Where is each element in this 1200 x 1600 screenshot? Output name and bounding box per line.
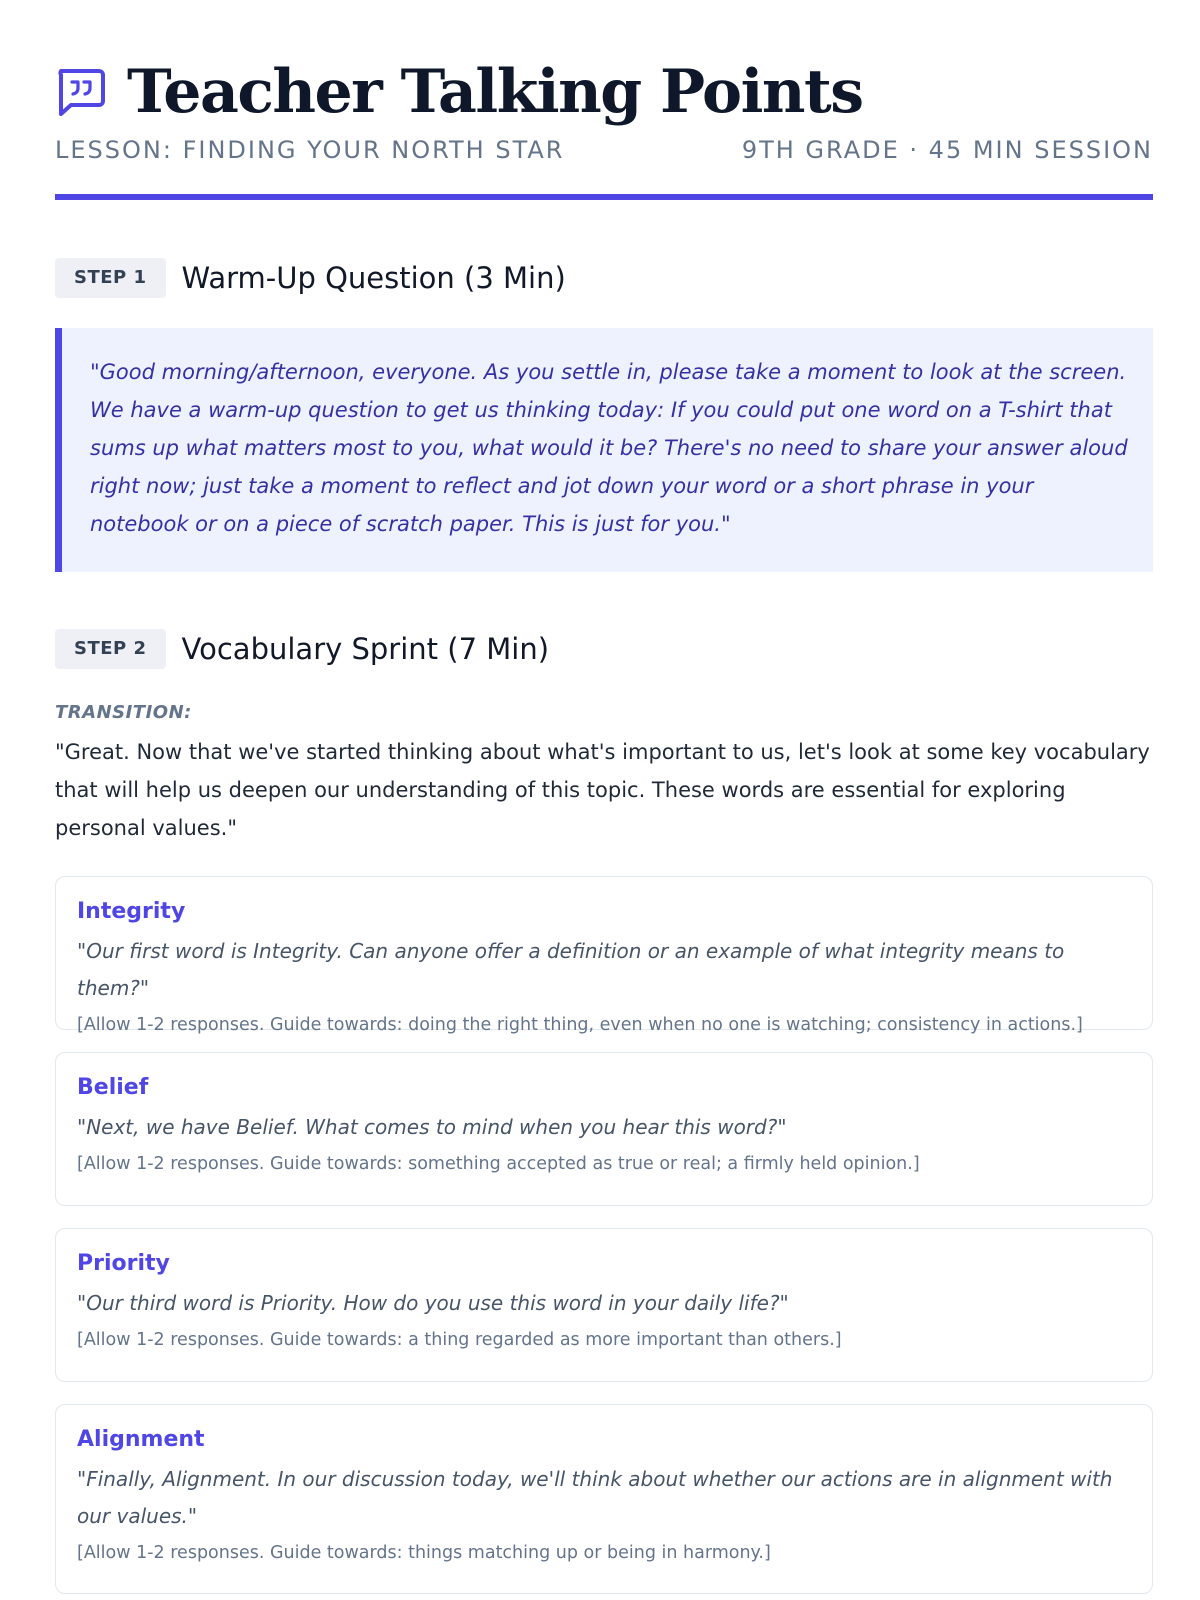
header-divider [55, 194, 1153, 200]
warm-up-script-box [55, 328, 1153, 572]
quote-bubble-icon [55, 67, 105, 117]
session-info: 9TH GRADE · 45 MIN SESSION [741, 136, 1153, 164]
vocab-guide: [Allow 1-2 responses. Guide towards: something accepted as true or real; a firmly held opinion.] [77, 1154, 920, 1174]
warm-up-script: "Good morning/afternoon, everyone. As you settle in, please take a moment to look at the screen. We have a warm-up question to get us thinking today: If you could put one word on a T-shirt that sums up what matters most to you, what would it be? There's no need to share your answer aloud right now; just take a moment to reflect and jot down your word or a short phrase in your notebook or on a piece of scratch paper. This is just for you." [90, 360, 1128, 536]
vocab-guide: [Allow 1-2 responses. Guide towards: a thing regarded as more important than others.] [77, 1330, 842, 1350]
vocab-question: "Next, we have Belief. What comes to mind when you hear this word?" [77, 1115, 787, 1139]
vocab-question: "Our first word is Integrity. Can anyone offer a definition or an example of what integrity means to them?" [77, 939, 1065, 1000]
step-1-badge: STEP 1 [55, 258, 166, 298]
lesson-name: LESSON: FINDING YOUR NORTH STAR [55, 136, 565, 164]
vocab-question: "Our third word is Priority. How do you use this word in your daily life?" [77, 1291, 789, 1315]
vocab-question: "Finally, Alignment. In our discussion today, we'll think about whether our actions are in alignment with our values." [77, 1467, 1113, 1528]
step-2-heading [55, 628, 549, 670]
vocab-word: Integrity [77, 899, 186, 924]
vocab-card-priority [55, 1228, 1153, 1382]
page-header [55, 56, 1153, 202]
vocab-card-belief [55, 1052, 1153, 1206]
vocab-guide: [Allow 1-2 responses. Guide towards: things matching up or being in harmony.] [77, 1543, 771, 1563]
lesson-meta [55, 134, 1153, 166]
vocab-word: Belief [77, 1075, 149, 1100]
step-1-title: Warm-Up Question (3 Min) [181, 261, 566, 295]
vocab-word: Alignment [77, 1427, 205, 1452]
title-row [55, 56, 863, 128]
step-1-heading [55, 257, 566, 299]
page-title: Teacher Talking Points [127, 57, 863, 127]
vocab-guide: [Allow 1-2 responses. Guide towards: doing the right thing, even when no one is watching; consistency in actions.] [77, 1015, 1083, 1035]
transition-text: "Great. Now that we've started thinking about what's important to us, let's look at some key vocabulary that will help us deepen our understanding of this topic. These words are essential for exploring personal values." [55, 740, 1150, 840]
step-2-badge: STEP 2 [55, 629, 166, 669]
vocab-card-alignment [55, 1404, 1153, 1594]
transition-label: TRANSITION: [55, 702, 192, 723]
vocab-card-integrity [55, 876, 1153, 1035]
vocab-word: Priority [77, 1251, 170, 1276]
step-2-title: Vocabulary Sprint (7 Min) [181, 632, 550, 666]
